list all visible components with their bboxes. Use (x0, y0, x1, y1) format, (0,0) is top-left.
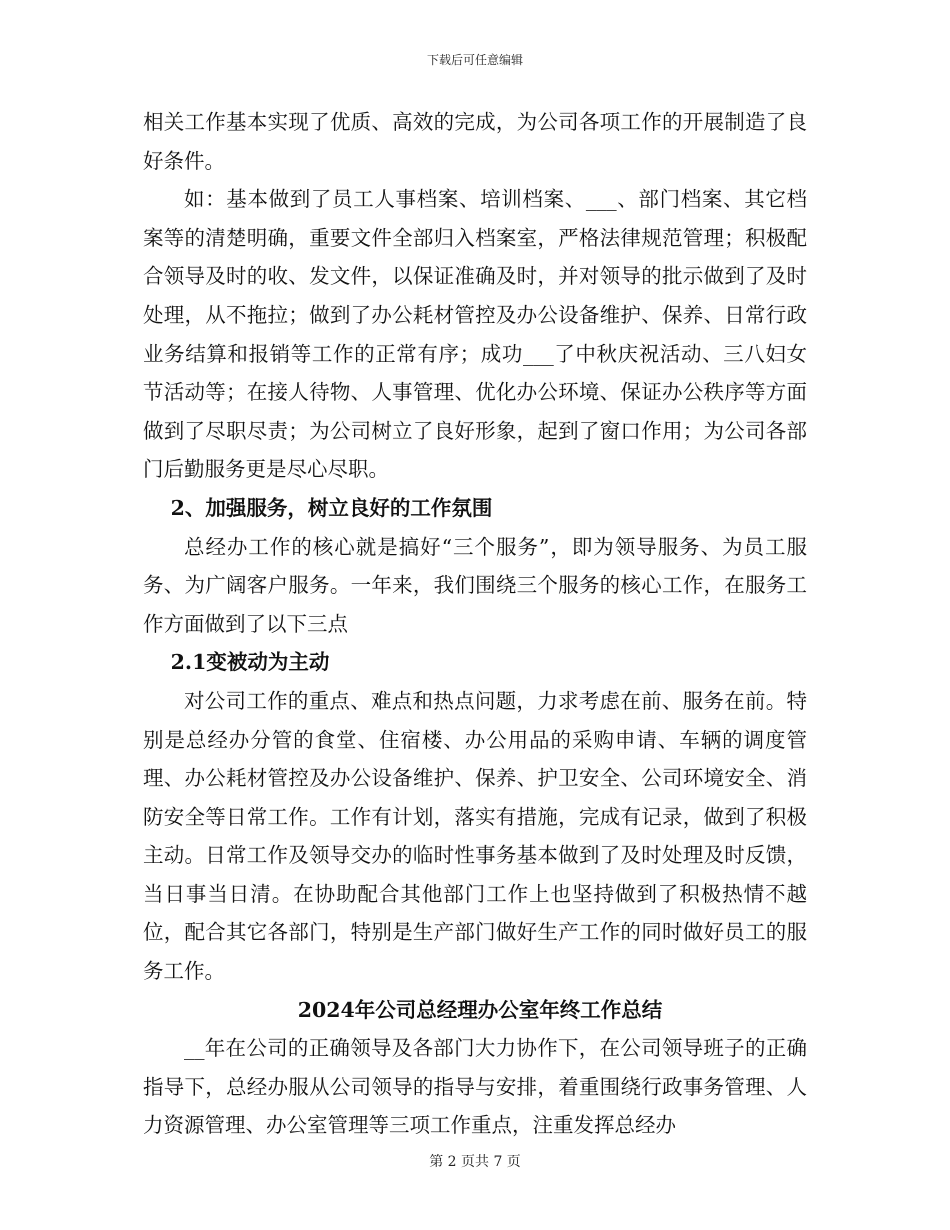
section-heading-service: 2、加强服务，树立良好的工作氛围 (170, 495, 493, 520)
subsection-heading-proactive: 2.1变被动为主动 (170, 650, 330, 675)
document-body (143, 103, 807, 1145)
page-number: 第 2 页共 7 页 (429, 1154, 521, 1170)
page-header-note: 下载后可任意编辑 (426, 53, 523, 67)
document-title: 2024年公司总经理办公室年终工作总结 (297, 997, 663, 1022)
paragraph-examples: 如：基本做到了员工人事档案、培训档案、___、部门档案、其它档案等的清楚明确，重要文件全部归入档案室，严格法律规范管理；积极配合领导及时的收、发文件，以保证准确及时，并对领导的批示做到了及时处理，从不拖拉；做到了办公耗材管控及办公设备维护、保养、日常行政业务结算和报销等工作的正常有序；成功___了中秋庆祝活动、三八妇女节活动等；在接人待物、人事管理、优化办公环境、保证办公秩序等方面做到了尽职尽责；为公司树立了良好形象，起到了窗口作用；为公司各部门后勤服务更是尽心尽职。 (143, 187, 807, 482)
paragraph-three-services: 总经办工作的核心就是搞好“三个服务”，即为领导服务、为员工服务、为广阔客户服务。一年来，我们围绕三个服务的核心工作，在服务工作方面做到了以下三点 (143, 534, 807, 636)
paragraph-continuation: 相关工作基本实现了优质、高效的完成，为公司各项工作的开展制造了良好条件。 (143, 110, 807, 173)
paragraph-summary-intro: __年在公司的正确领导及各部门大力协作下，在公司领导班子的正确指导下，总经办服从公司领导的指导与安排，着重围绕行政事务管理、人力资源管理、办公室管理等三项工作重点，注重发挥总经办 (143, 1036, 807, 1138)
paragraph-proactive: 对公司工作的重点、难点和热点问题，力求考虑在前、服务在前。特别是总经办分管的食堂、住宿楼、办公用品的采购申请、车辆的调度管理、办公耗材管控及办公设备维护、保养、护卫安全、公司环境安全、消防安全等日常工作。工作有计划，落实有措施，完成有记录，做到了积极主动。日常工作及领导交办的临时性事务基本做到了及时处理及时反馈，当日事当日清。在协助配合其他部门工作上也坚持做到了积极热情不越位，配合其它各部门，特别是生产部门做好生产工作的同时做好员工的服务工作。 (143, 688, 807, 984)
